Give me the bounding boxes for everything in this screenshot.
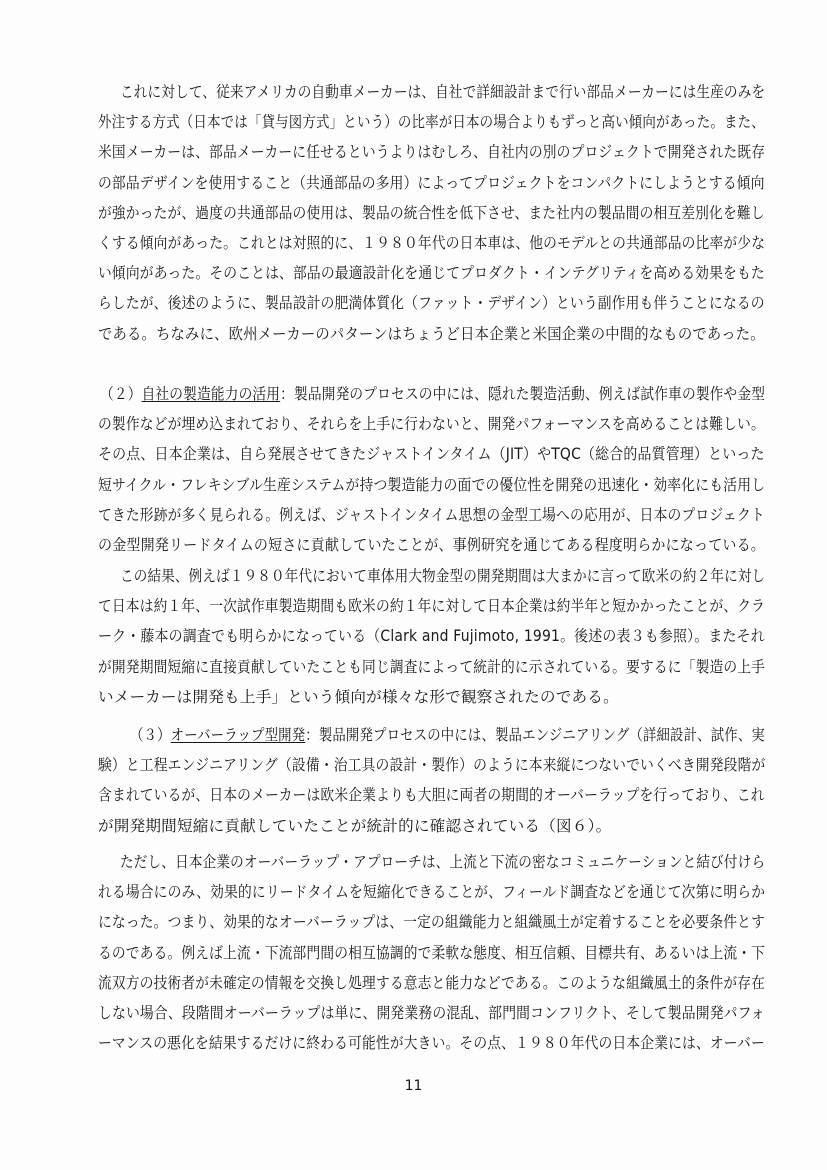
text-segment: ：製品開発のプロセスの中には、隠れた製造活動、例えば試作車の製作や金型 [280,385,766,403]
section-heading: オーバーラップ型開発 [170,726,306,744]
text-line [98,1033,765,1053]
text-segment: これに対して、従来アメリカの自動車メーカーは、自社で詳細設計まで行い部品メーカーには生産のみを [120,83,766,101]
text-line [98,505,765,525]
text-line [98,535,765,555]
text-segment: ：製品開発プロセスの中には、製品エンジニアリング（詳細設計、試作、実 [305,726,765,744]
text-segment: てきた形跡が多く見られる。例えば、ジャストインタイム思想の金型工場への応用が、日本のプロジェクト [98,505,765,524]
text-segment: れる場合にのみ、効果的にリードタイムを短縮化できることが、フィールド調査などを通じて次第に明らか [98,883,766,902]
text-segment: らしたが、後述のように、製品設計の肥満体質化（ファット・デザイン）という副作用も伴うことになるの [98,294,765,313]
text-line [98,943,765,963]
text-segment: ただし、日本企業のオーバーラップ・アプローチは、上流と下流の密なコミュニケーションと結び付けら [120,853,766,871]
text-line [100,384,765,404]
text-segment: ーク・藤本の調査でも明らかになっている（Clark and Fujimoto, 1991。後述の表３も参照）。またそれ [98,627,765,646]
text-segment: るのである。例えば上流・下流部門間の相互協調的で柔軟な態度、相互信頼、目標共有、あるいは上流・下 [98,943,766,962]
text-line [98,475,765,495]
text-segment: （２） [100,385,142,403]
text-line [98,112,765,132]
text-line [130,725,765,745]
text-line [120,82,765,102]
text-segment: の製作などが埋め込まれており、それらを上手に行わないと、開発パフォーマンスを高めることは難しい。 [98,415,765,434]
text-line [98,816,611,836]
text-line [98,444,765,464]
text-line [98,1003,765,1023]
text-segment: 流双方の技術者が未確定の情報を交換し処理する意志と能力などである。このような組織風土的条件が存在 [98,973,766,992]
text-segment: が強かったが、過度の共通部品の使用は、製品の統合性を低下させ、また社内の製品間の相互差別化を難し [98,203,765,222]
text-line [98,973,765,993]
text-line [98,785,765,805]
text-segment: ーマンスの悪化を結果するだけに終わる可能性が大きい。その点、１９８０年代の日本企業には、オーバー [98,1034,765,1053]
text-line [98,626,765,646]
text-segment: この結果、例えば１９８０年代において車体用大物金型の開発期間は大まかに言って欧米の約２年に対し [120,567,766,585]
text-segment: である。ちなみに、欧州メーカーのパターンはちょうど日本企業と米国企業の中間的なものであった。 [98,324,765,343]
text-segment: 短サイクル・フレキシブル生産システムが持つ製造能力の面での優位性を開発の迅速化・効率化にも活用し [98,475,766,494]
text-line [98,173,765,193]
text-segment: が開発期間短縮に直接貢献していたことも同じ調査によって統計的に示されている。要するに「製造の上手 [98,657,766,676]
page-number: 11 [404,1078,423,1094]
text-line [98,755,765,775]
text-line [98,233,765,253]
text-segment: て日本は約１年、一次試作車製造期間も欧米の約１年に対して日本企業は約半年と短かかったことが、クラ [98,597,766,616]
text-segment: 含まれているが、日本のメーカーは欧米企業よりも大胆に両者の期間的オーバーラップを行っており、これ [98,786,765,805]
text-line [98,203,765,223]
text-segment: が開発期間短縮に貢献していたことが統計的に確認されている（図６）。 [98,816,612,835]
text-line [120,566,765,586]
text-segment: 米国メーカーは、部品メーカーに任せるというよりはむしろ、自社内の別のプロジェクトで開発された既存 [98,143,766,162]
text-line [98,912,765,932]
text-segment: になった。つまり、効果的なオーバーラップは、一定の組織能力と組織風土が定着することを必要条件とす [98,913,766,932]
text-line [120,852,765,872]
text-line [98,263,765,283]
text-line [98,596,765,616]
text-segment: その点、日本企業は、自ら発展させてきたジャストインタイム（JIT）やTQC（総合的品質管理）といった [98,445,765,464]
text-segment: 験）と工程エンジニアリング（設備・治工具の設計・製作）のように本来縦につないでいくべき開発段階が [98,756,766,775]
text-segment: の部品デザインを使用すること（共通部品の多用）によってプロジェクトをコンパクトにしようとする傾向 [98,173,765,192]
text-line [98,687,619,707]
text-segment: い傾向があった。そのことは、部品の最適設計化を通じてプロダクト・インテグリティを高める効果をもた [98,264,765,283]
text-segment: の金型開発リードタイムの短さに貢献していたことが、事例研究を通じてある程度明らかになっている。 [98,536,765,554]
text-segment: 外注する方式（日本では「貸与図方式」という）の比率が日本の場合よりもずっと高い傾向があった。また、 [98,113,765,132]
section-heading: 自社の製造能力の活用 [141,385,281,403]
text-line [98,657,765,677]
text-segment: いメーカーは開発も上手」という傾向が様々な形で観察されたのである。 [98,687,619,706]
text-line [98,293,765,313]
text-segment: しない場合、段階間オーバーラップは単に、開発業務の混乱、部門間コンフリクト、そして製品開発パフォ [98,1004,765,1022]
text-line [98,882,765,902]
text-segment: （３） [130,726,171,744]
text-line [98,142,765,162]
text-line [98,324,765,344]
text-segment: くする傾向があった。これとは対照的に、１９８０年代の日本車は、他のモデルとの共通部品の比率が少な [98,234,766,252]
text-line [98,414,765,434]
